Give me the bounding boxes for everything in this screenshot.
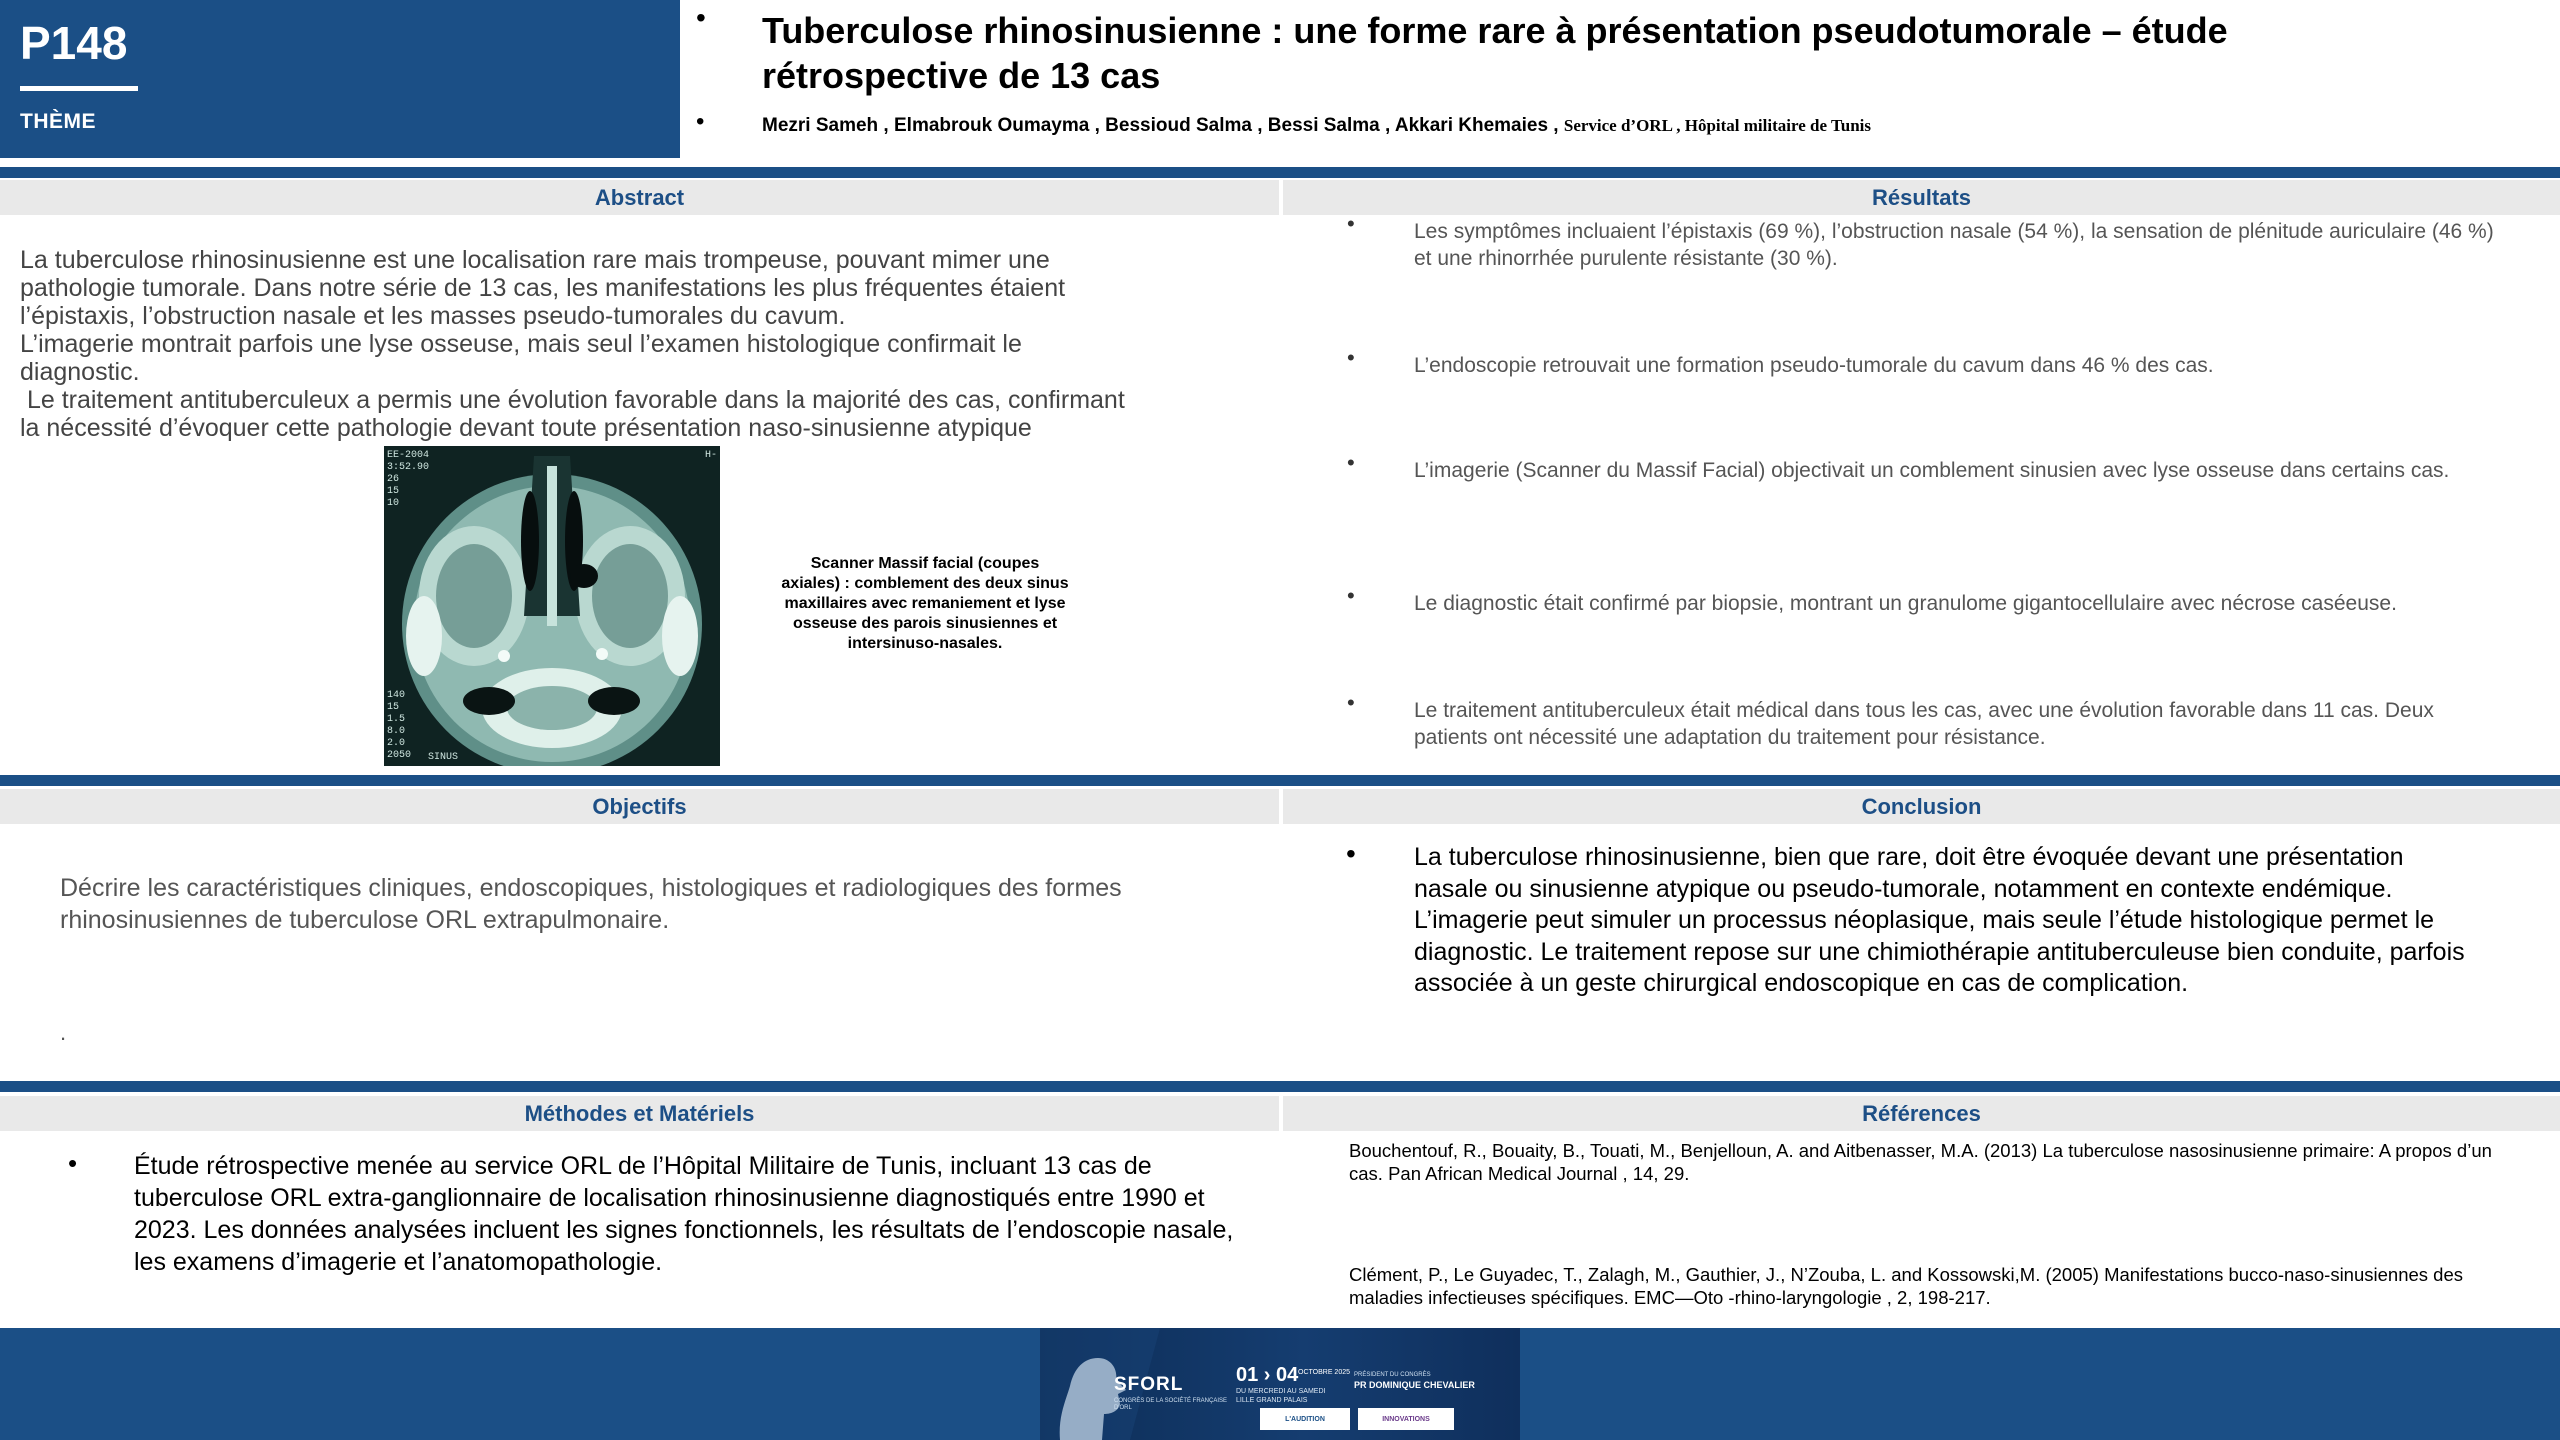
congress-venue: LILLE GRAND PALAIS — [1236, 1397, 1308, 1404]
objectifs-heading: Objectifs — [0, 789, 1279, 824]
ct-scan-drawing — [384, 446, 720, 766]
result-item — [1347, 450, 2498, 484]
affiliation: Service d’ORL , Hôpital militaire de Tunis — [1563, 116, 1871, 135]
conclusion-body: La tuberculose rhinosinusienne, bien que rare, doit être évoquée devant une présentation nasale ou sinusienne atypique ou pseudo-tumorale, notamment en contexte endémique. L’imagerie peut simuler un processus néoplasique, mais seule l’étude histologique permet le diagnostic. Le traitement repose sur une chimiothérapie antituberculeuse bien conduite, parfois associée à un geste chirurgical endoscopique en cas de complication. — [1414, 843, 2465, 997]
result-text: Le diagnostic était confirmé par biopsie, montrant un granulome gigantocellulaire avec nécrose caséeuse. — [1414, 592, 2397, 615]
abstract-heading: Abstract — [0, 180, 1279, 215]
conclusion-heading: Conclusion — [1283, 789, 2560, 824]
authors-line — [762, 115, 1871, 137]
section-divider — [0, 167, 2560, 178]
congress-dates: 01 › 04 — [1236, 1364, 1299, 1386]
authors: Mezri Sameh , Elmabrouk Oumayma , Bessioud Salma , Bessi Salma , Akkari Khemaies , — [762, 115, 1559, 136]
theme-label: THÈME — [20, 110, 96, 133]
references-heading: Références — [1283, 1096, 2560, 1131]
image-overlay-text: EE-2004 3:52.90 26 15 10 — [387, 450, 430, 509]
bullet-icon: • — [1347, 690, 1355, 715]
president-label: PRÉSIDENT DU CONGRÈS — [1354, 1372, 1431, 1378]
objectifs-body: Décrire les caractéristiques cliniques, endoscopiques, histologiques et radiologiques des formes rhinosinusiennes de tuberculose ORL extrapulmonaire. — [60, 874, 1122, 934]
result-item — [1347, 211, 2498, 272]
trailing-dot: . — [60, 1020, 67, 1045]
sponsor-tag: INNOVATIONS — [1358, 1408, 1454, 1430]
congress-days: DU MERCREDI AU SAMEDI — [1236, 1388, 1326, 1395]
section-divider — [0, 775, 2560, 786]
sponsor-tag: L'AUDITION — [1260, 1408, 1350, 1430]
congress-month: OCTOBRE 2025 — [1298, 1369, 1351, 1376]
reference-item: Bouchentouf, R., Bouaity, B., Touati, M., Benjelloun, A. and Aitbenasser, M.A. (2013) La tuberculose nasosinusienne primaire: A propos d’un cas. Pan African Medical Journal , 14, 29. — [1349, 1140, 2492, 1184]
bullet-icon: • — [1347, 583, 1355, 608]
results-heading: Résultats — [1283, 180, 2560, 215]
result-text: Le traitement antituberculeux était médical dans tous les cas, avec une évolution favorable dans 11 cas. Deux patients ont nécessité une adaptation du traitement pour résistance. — [1414, 699, 2434, 749]
image-overlay-text: SINUS — [428, 752, 459, 763]
poster-title: Tuberculose rhinosinusienne : une forme rare à présentation pseudotumorale – étude rétrospective de 13 cas — [762, 10, 2228, 96]
bullet-icon: • — [1347, 450, 1355, 475]
congress-caption: CONGRÈS DE LA SOCIÉTÉ FRANÇAISE D'ORL — [1114, 1398, 1228, 1411]
bullet-icon: • — [1347, 345, 1355, 370]
image-caption: Scanner Massif facial (coupes axiales) : comblement des deux sinus maxillaires avec remaniement et lyse osseuse des parois sinusiennes et intersinuso-nasales. — [781, 555, 1069, 652]
bullet-icon: • — [696, 2, 706, 33]
methodes-body: Étude rétrospective menée au service ORL de l’Hôpital Militaire de Tunis, incluant 13 cas de tuberculose ORL extra-ganglionnaire de localisation rhinosinusienne diagnostiqués entre 1990 et 2023. Les données analysées incluent les signes fonctionnels, les résultats de l’endoscopie nasale, les examens d’imagerie et l’anatomopathologie. — [134, 1152, 1234, 1276]
methodes-heading: Méthodes et Matériels — [0, 1096, 1279, 1131]
result-text: L’endoscopie retrouvait une formation pseudo-tumorale du cavum dans 46 % des cas. — [1414, 354, 2214, 377]
result-item — [1347, 583, 2498, 617]
congress-logo: SFORL — [1114, 1374, 1184, 1395]
result-text: L’imagerie (Scanner du Massif Facial) objectivait un comblement sinusien avec lyse osseuse dans certains cas. — [1414, 459, 2450, 482]
result-text: Les symptômes incluaient l’épistaxis (69 %), l’obstruction nasale (54 %), la sensation de plénitude auriculaire (46 %) et une rhinorrhée purulente résistante (30 %). — [1414, 220, 2494, 270]
congress-banner — [1040, 1328, 1520, 1440]
bullet-icon: • — [1346, 838, 1356, 869]
poster-code: P148 — [20, 17, 128, 69]
abstract-paragraph: La tuberculose rhinosinusienne est une localisation rare mais trompeuse, pouvant mimer une pathologie tumorale. Dans notre série de 13 cas, les manifestations les plus fréquentes étaient l’épistaxis, l’obstruction nasale et les masses pseudo-tumorales du cavum. — [20, 246, 1066, 330]
image-overlay-text: H- — [704, 450, 717, 461]
president-name: PR DOMINIQUE CHEVALIER — [1354, 1380, 1475, 1390]
bullet-icon: • — [1347, 211, 1355, 236]
result-item — [1347, 690, 2498, 751]
divider — [20, 86, 138, 91]
abstract-paragraph: Le traitement antituberculeux a permis une évolution favorable dans la majorité des cas, confirmant la nécessité d’évoquer cette pathologie devant toute présentation naso-sinusienne atypique — [20, 386, 1132, 442]
image-overlay-text: 140 15 1.5 8.0 2.0 2050 — [387, 690, 412, 761]
abstract-body — [20, 246, 1140, 442]
result-item — [1347, 345, 2498, 379]
bullet-icon: • — [68, 1148, 78, 1178]
ct-scan-image — [384, 446, 720, 766]
bullet-icon: • — [696, 108, 705, 135]
abstract-paragraph: L’imagerie montrait parfois une lyse osseuse, mais seul l’examen histologique confirmait le diagnostic. — [20, 330, 1022, 386]
reference-item: Clément, P., Le Guyadec, T., Zalagh, M., Gauthier, J., N’Zouba, L. and Kossowski,M. (2005) Manifestations bucco-naso-sinusiennes des maladies infectieuses spécifiques. EMC—Oto -rhino-laryngologie , 2, 198-217. — [1349, 1264, 2463, 1308]
section-divider — [0, 1081, 2560, 1092]
